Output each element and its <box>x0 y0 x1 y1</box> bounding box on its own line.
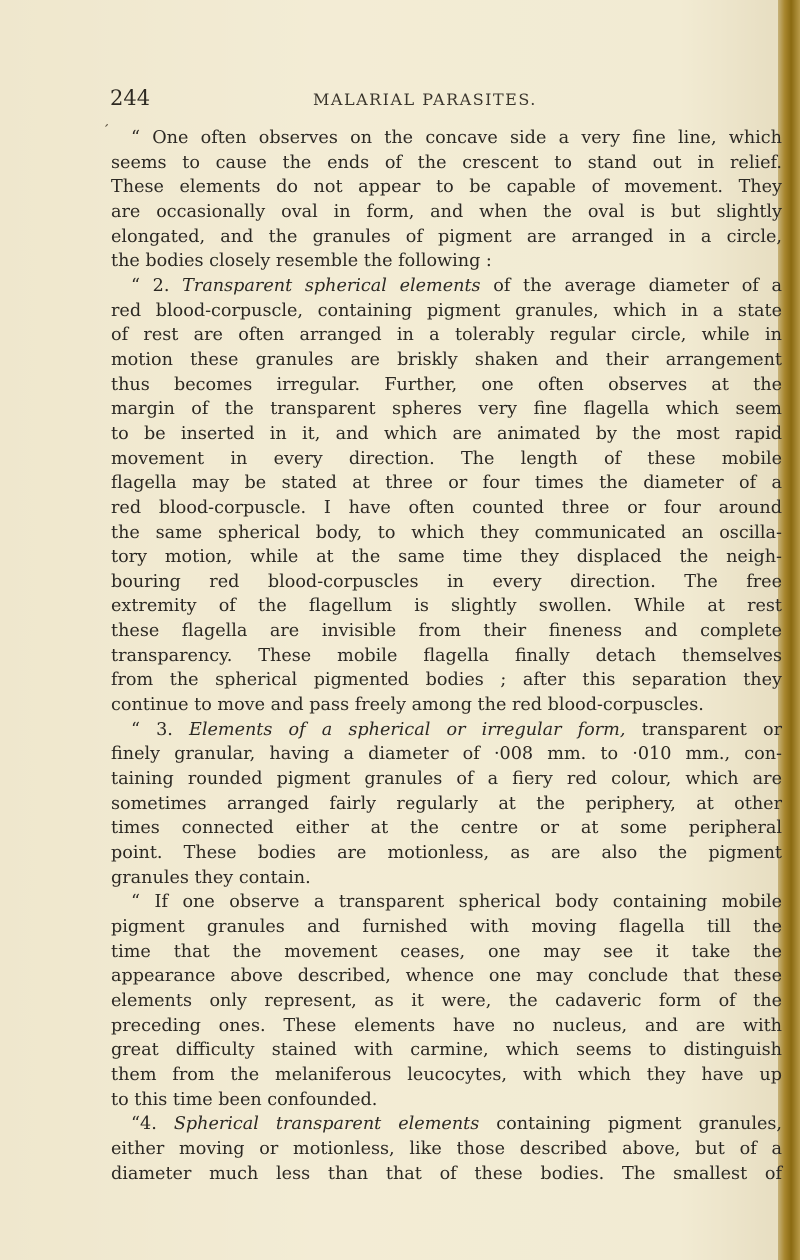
text-line: the same spherical body, to which they communicated an oscilla- <box>111 522 782 543</box>
paragraph <box>111 890 782 1112</box>
text-line: red blood-corpuscle. I have often counted three or four around <box>111 497 782 518</box>
paragraph <box>111 1112 782 1186</box>
text-line: taining rounded pigment granules of a fiery red colour, which are <box>111 769 782 790</box>
text-line: to be inserted in it, and which are animated by the most rapid <box>111 423 782 444</box>
text-line: sometimes arranged fairly regularly at the periphery, at other <box>111 793 782 814</box>
paragraph <box>111 274 782 718</box>
stray-mark: ’ <box>100 121 110 138</box>
text-line: either moving or motionless, like those described above, but of a <box>111 1138 782 1159</box>
text-line: motion these granules are briskly shaken and their arrangement <box>111 349 782 370</box>
text-line: granules they contain. <box>111 867 311 888</box>
text-line: the bodies closely resemble the following : <box>111 251 492 272</box>
paragraph <box>111 126 782 274</box>
text-line: elements only represent, as it were, the cadaveric form of the <box>111 990 782 1011</box>
text-line: “ 2. Transparent spherical elements of the average diameter of a <box>131 275 782 296</box>
text-line: margin of the transparent spheres very fine flagella which seem <box>111 399 782 420</box>
paragraph <box>111 718 782 891</box>
body-text <box>111 126 782 1186</box>
text-line: movement in every direction. The length of these mobile <box>111 448 782 469</box>
text-line: great difficulty stained with carmine, which seems to distinguish <box>111 1040 782 1061</box>
text-line: thus becomes irregular. Further, one often observes at the <box>111 374 782 395</box>
text-line: to this time been confounded. <box>111 1089 378 1110</box>
emphasis-text: Elements of a spherical or irregular form, <box>189 719 626 740</box>
text-line: “ If one observe a transparent spherical body containing mobile <box>131 892 782 913</box>
text-line: diameter much less than that of these bodies. The smallest of <box>111 1163 782 1184</box>
text-line: “ 3. Elements of a spherical or irregular form, transparent or <box>131 719 782 740</box>
text-line: finely granular, having a diameter of ·008 mm. to ·010 mm., con- <box>111 744 782 765</box>
text-line: preceding ones. These elements have no nucleus, and are with <box>111 1015 782 1036</box>
text-line: bouring red blood-corpuscles in every direction. The free <box>111 571 782 592</box>
text-line: point. These bodies are motionless, as are also the pigment <box>111 843 782 864</box>
text-line: them from the melaniferous leucocytes, with which they have up <box>111 1064 782 1085</box>
text-line: time that the movement ceases, one may see it take the <box>111 941 782 962</box>
text-line: seems to cause the ends of the crescent to stand out in relief. <box>111 152 782 173</box>
text-line: continue to move and pass freely among the red blood-corpuscles. <box>111 695 704 716</box>
text-line: extremity of the flagellum is slightly swollen. While at rest <box>111 596 782 617</box>
text-line: elongated, and the granules of pigment are arranged in a circle, <box>111 226 782 247</box>
text-line: flagella may be stated at three or four times the diameter of a <box>111 473 782 494</box>
emphasis-text: Transparent spherical elements <box>182 275 481 296</box>
emphasis-text: Spherical transparent elements <box>173 1114 480 1135</box>
text-line: These elements do not appear to be capable of movement. They <box>111 177 782 198</box>
running-head: MALARIAL PARASITES. <box>313 90 537 109</box>
text-line: “ One often observes on the concave side a very fine line, which <box>131 128 782 148</box>
text-line: times connected either at the centre or at some peripheral <box>111 818 782 839</box>
page-header <box>0 86 800 116</box>
text-line: these flagella are invisible from their fineness and complete <box>111 621 782 642</box>
text-line: of rest are often arranged in a tolerably regular circle, while in <box>111 325 782 346</box>
text-line: appearance above described, whence one may conclude that these <box>111 966 782 987</box>
text-line: red blood-corpuscle, containing pigment granules, which in a state <box>111 300 782 321</box>
text-line: pigment granules and furnished with moving flagella till the <box>111 917 782 937</box>
text-line: transparency. These mobile flagella finally detach themselves <box>111 645 782 666</box>
page-number: 244 <box>110 86 151 110</box>
text-line: from the spherical pigmented bodies ; after this separation they <box>111 670 782 691</box>
text-line: tory motion, while at the same time they displaced the neigh- <box>111 547 782 568</box>
text-line: are occasionally oval in form, and when the oval is but slightly <box>111 201 782 222</box>
text-line: “4. Spherical transparent elements containing pigment granules, <box>131 1114 783 1135</box>
